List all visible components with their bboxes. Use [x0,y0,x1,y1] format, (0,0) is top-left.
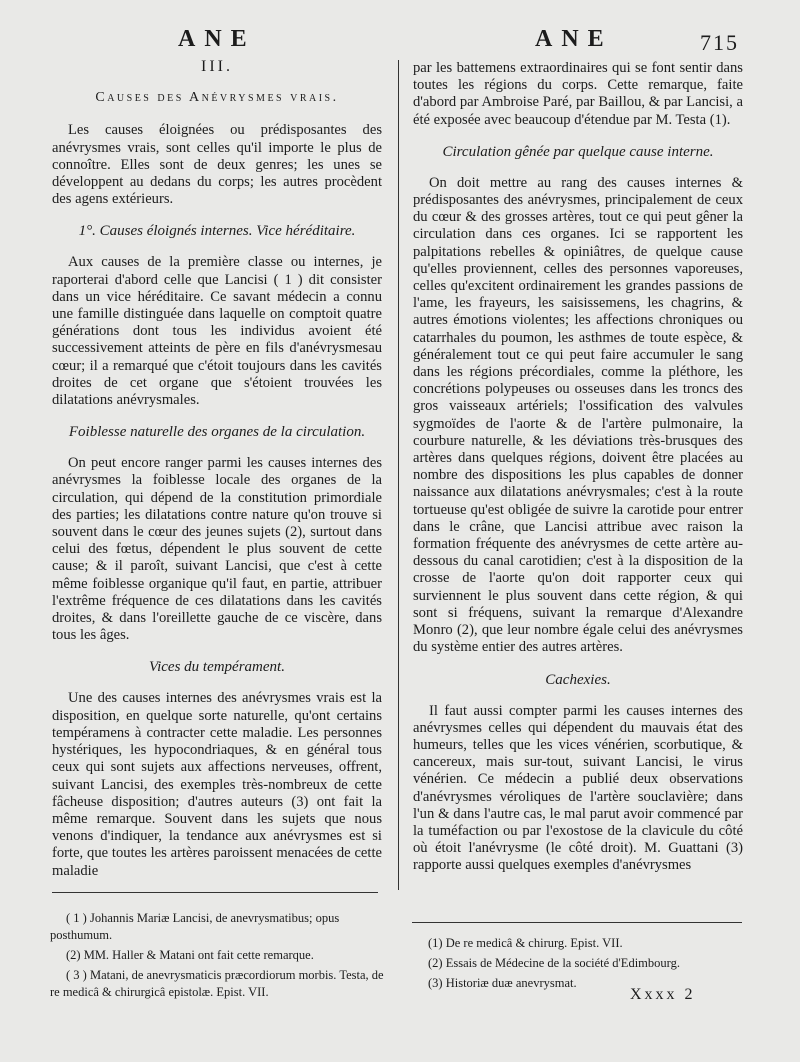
paragraph-continued: par les battemens extraordinaires qui se font sentir dans toutes les régions du corps. Cette remarque, faite d'abord par Ambroise Paré, par Baillou, & par Lancisi, a été exposée avec beaucoup d'étendue par M. Testa (1). [413,60,743,128]
page-number: 715 [700,30,739,55]
signature-mark: Xxxx 2 [630,986,696,1003]
footnotes-right [412,935,752,995]
running-head-left: ANE [178,26,256,52]
footnote: (1) De re medicâ & chirurg. Epist. VII. [428,936,623,950]
footnote: (2) MM. Haller & Matani ont fait cette remarque. [66,948,314,962]
right-column [413,60,743,875]
paragraph-temperament: Une des causes internes des anévrysmes vrais est la disposition, en quelque sorte naturelle, qu'ont certains tempéramens à contracter cette maladie. Les personnes hystériques, les hypocondriaques, & en général tous ceux qui sont sujets aux affections nerveuses, offrent, suivant Lancisi, des exemples très-nombreux de cette fâcheuse disposition; d'autres auteurs (3) ont fait la même remarque. Souvent dans les sujets que nous venons d'indiquer, la tendance aux anévrysmes est si forte, que toutes les artères paroissent menacées de cette maladie [52,690,382,879]
running-head-right: ANE [535,26,613,52]
footnote: ( 1 ) Johannis Mariæ Lancisi, de anevrysmatibus; opus posthumum. [50,911,340,942]
footnote: ( 3 ) Matani, de anevrysmaticis præcordiorum morbis. Testa, de re medicâ & chirurgicâ epistolæ. Epist. VII. [50,968,384,999]
intro-paragraph: Les causes éloignées ou prédisposantes des anévrysmes vrais, sont celles qu'il importe le plus de connoître. Elles sont de deux genres; les unes se développent au dedans du corps; les autres procèdent des agens extérieurs. [52,122,382,208]
subheading-hereditary: 1°. Causes éloignés internes. Vice héréditaire. [78,223,356,240]
footnote: (2) Essais de Médecine de la société d'Edimbourg. [428,956,680,970]
subheading-cachexies: Cachexies. [545,671,611,688]
subheading-circulation: Circulation gênée par quelque cause interne. [442,143,714,160]
paragraph-weakness: On peut encore ranger parmi les causes internes des anévrysmes la foiblesse locale des organes de la circulation, qui dépend de la constitution primordiale des parties; les dilatations contre nature qu'on trouve si souvent dans le cœur des jeunes sujets (2), surtout dans celui des fœtus, dépendent le plus souvent de cette cause; & il paroît, suivant Lancisi, que c'est à cette même foiblesse organique qu'il faut, en partie, attribuer l'extrême fréquence de ces dilatations dans les cavités droites, & dans l'oreillette gauche de ce viscère, dans tous les âges. [52,455,382,644]
footnote: (3) Historiæ duæ anevrysmat. [428,976,577,990]
column-divider [398,60,399,890]
footnote-rule-left [52,892,378,893]
footnotes-left [50,910,390,1004]
subheading-weakness: Foiblesse naturelle des organes de la circulation. [68,424,366,441]
section-title: Causes des Anévrysmes vrais. [95,90,339,106]
paragraph-cachexies: Il faut aussi compter parmi les causes internes des anévrysmes celles qui dépendent du mauvais état des humeurs, telles que les vices vénérien, scorbutique, & cancereux, mais sur-tout, suivant Lancisi, le virus vénérien. Ce médecin a publié deux observations d'anévrysmes véroliques de l'artère souclavière; dans l'un & dans l'autre cas, le mal parut avoir commencé par la tuméfaction ou par l'exostose de la clavicule du côté où étoit l'anévrysme (le côté droit). M. Guattani (3) rapporte aussi quelques exemples d'anévrysmes [413,702,743,874]
subheading-temperament: Vices du tempérament. [149,659,285,676]
left-column [52,58,382,880]
footnote-rule-right [412,922,742,923]
paragraph-circulation: On doit mettre au rang des causes internes & prédisposantes des anévrysmes, principalement de ceux du cœur & des grosses artères, tout ce qui peut gêner la circulation dans ces organes. Ici se rapportent les palpitations rebelles & opiniâtres, de quelque cause qu'elles proviennent, celles des personnes vaporeuses, celles qu'excitent ordinairement les grandes passions de l'ame, les frayeurs, les saisissemens, les chagrins, & autres émotions violentes; les affections chroniques ou catarrhales du poumon, les asthmes de toute espèce, & généralement tout ce qui peut faire accumuler le sang dans les régions précordiales, comme la pléthore, les concrétions polypeuses ou osseuses dans les troncs des gros vaisseaux artériels; l'ossification des valvules sygmoïdes de l'aorte & de l'artère pulmonaire, la courbure naturelle, & les déviations très-brusques des artères dans quelques régions, doivent être placées au nombre des dispositions les plus capables de donner naissance aux dilatations anévrysmales; c'est à la route tortueuse qu'est obligée de suivre la carotide pour entrer dans le crâne, que Lancisi attribue avec raison la formation fréquente des anévrysmes de cette artère au-dessous du canal carotidien; c'est à la disposition de la crosse de l'aorte qu'on doit rapporter ceux qui surviennent le plus souvent dans cette région, & qui sont si fréquens, suivant la remarque d'Alexandre Monro (2), que leur nombre égale celui des anévrysmes du système entier des autres artères. [413,174,743,656]
section-number: III. [201,58,233,75]
paragraph-hereditary: Aux causes de la première classe ou internes, je raporterai d'abord celle que Lancisi ( 1 ) dit consister dans un vice héréditaire. Ce savant médecin a connu une famille distinguée dans laquelle on comptoit quatre générations dont tous les individus avoient été successivement atteints de père en fils d'anévrysmesau cœur; il a remarqué que c'étoit toujours dans les cavités droites de cet organe que s'étoient trouvées les dilatations anévrysmales. [52,254,382,409]
